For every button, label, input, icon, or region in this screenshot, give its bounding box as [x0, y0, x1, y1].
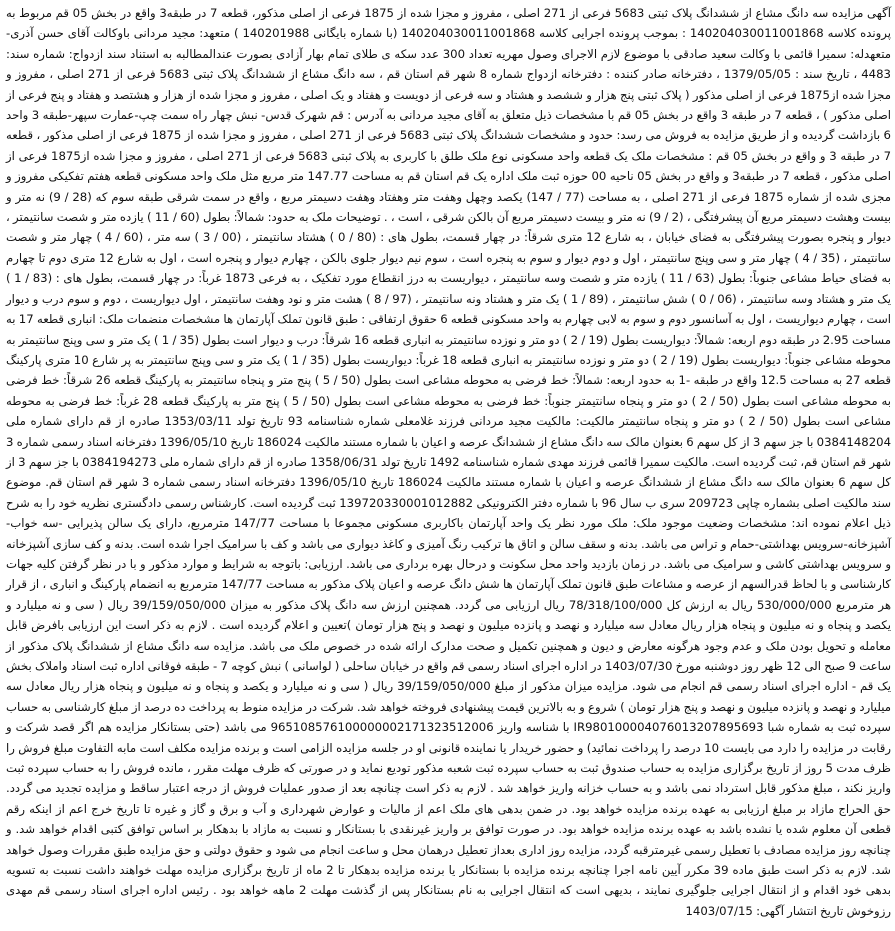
auction-notice-text: آگهی مزایده سه دانگ مشاع از ششدانگ پلاک ثبتی 5683 فرعی از 271 اصلی ، مفروز و مجزا شده از 1875 فرعی از اصلی مذکور، قطعه 7 در طبقه3 واقع در بخش 05 قم مربوط به پرونده کلاسه 140204030011001868 : بموجب پرونده اجرایی کلاسه 140204030011001868 (با شماره بایگانی 140201988 ) متعهد: مجید مردانی باوکالت آقای حسن آذری- متعهدله: سمیرا قائمی با وکالت سعید صادقی با موضوع لازم الاجرای وصول مهریه تعداد 300 عدد سکه ی طلای تمام بهار آزادی بصورت عندالمطالبه به استناد سند ازدواج: شماره سند: 4483 ، تاریخ سند : 1379/05/05 ، دفترخانه صادر کننده : دفترخانه ازدواج شماره 8 شهر قم استان قم ، سه دانگ مشاع از ششدانگ پلاک ثبتی 5683 فرعی از 271 اصلی ، مفروز و مجزا شده از1875 فرعی از اصلی مذکور ( پلاک ثبتی پنج هزار و ششصد و هشتاد و سه فرعی از دویست و هفتاد و یک اصلی ، مفروز و مجزا شده از هزار و هشتصد و هفتاد و پنج فرعی از اصلی مذکور ) ، قطعه 7 در طبقه 3 واقع در بخش 05 قم با مشخصات ذیل متعلق به آقای مجید مردانی به آدرس : قم شهرک قدس- نبش چهار راه سمت چپ-عمارت سپهر-طبقه 3 واحد 6 بازداشت گردیده و از طریق مزایده به فروش می رسد: حدود و مشخصات ششدانگ پلاک ثبتی 5683 فرعی از 271 اصلی ، مفروز و مجزا شده از 1875 فرعی از اصلی مذکور ، قطعه 7 در طبقه 3 و واقع در بخش 05 قم : مشخصات ملک یک قطعه واحد مسکونی نوع ملک طلق با کاربری به پلاک ثبتی 5683 فرعی از 271 اصلی ، مفروز و مجزا شده از1875 فرعی از اصلی مذکور ، قطعه 7 در طبقه3 و واقع در بخش 05 ناحیه 00 حوزه ثبت ملک اداره یک قم استان قم به مساحت 147.77 متر مربع مثل ملک واحد مسکونی قطعه هفتم تفکیکی مفروز و مجزی شده از شماره 1875 فرعی از 271 اصلی ، به مساحت (77 / 147) یکصد وچهل وهفت متر وهفتاد وهفت دسیمتر مربع ، واقع در سمت شرقی طبقه سوم که (28 / 9) نه متر و بیست وهشت دسیمتر مربع آن پیشرفتگی ، (2 / 9) نه متر و بیست دسیمتر مربع آن بالکن شرقی ، است ، . توضیحات ملک به حدود: شمالاً: بطول (60 / 11 ) یازده متر و شصت سانتیمتر ، دیوار و پنجره بصورت پیشرفتگی به فضای خیابان ، به شارع 12 متری شرقاً: در چهار قسمت، بطول های : (80 / 0 ) هشتاد سانتیمتر ، (00 / 3 ) سه متر ، (60 / 4 ) چهار متر و شصت سانتیمتر ، (35 / 4 ) چهار متر و سی وپنج سانتیمتر ، اول و دوم دیوار و سوم به پنجره است ، سوم نیم دیوار جلوی بالکن ، چهارم دیوار و پنجره است ، اول به شارع 12 متری دوم تا چهارم به فضای حیاط مشاعی جنوباً: بطول (63 / 11 ) یازده متر و شصت وسه سانتیمتر ، دیواریست به درز انقطاع مورد تفکیک ، به فرعی 1873 غرباً: در چهار قسمت، بطول های : (83 / 1 ) یک متر و هشتاد وسه سانتیمتر ، (06 / 0 ) شش سانتیمتر ، (89 / 1 ) یک متر و هشتاد ونه سانتیمتر ، (97 / 8 ) هشت متر و نود وهفت سانتیمتر ، اول دیواریست ، دوم و سوم درب و دیوار است ، چهارم دیواریست ، اول به آسانسور دوم و سوم به لابی چهارم به واحد مسکونی قطعه 6 حقوق ارتفاقی : طبق قانون تملک آپارتمان ها مشخصات منضمات ملک: انباری قطعه 17 به مساحت 2.95 در طبقه دوم اربعه: شمالاً: دیواریست بطول (19 / 2 ) دو متر و نوزده سانتیمتر به انباری قطعه 16 شرقاً: درب و دیوار است بطول (35 / 1 ) یک متر و سی وپنج سانتیمتر به محوطه مشاعی جنوباً: دیواریست بطول (19 / 2 ) دو متر و نوزده سانتیمتر به انباری قطعه 18 غرباً: دیواریست بطول (35 / 1 ) یک متر و سی وپنج سانتیمتر به پر شارع 10 متری پارکینگ قطعه 27 به مساحت 12.5 واقع در طبقه -1 به حدود اربعه: شمالاً: خط فرضی به محوطه مشاعی است بطول (50 / 5 ) پنج متر و پنجاه سانتیمتر به پارکینگ قطعه 26 شرقاً: خط فرضی به محوطه مشاعی است بطول (50 / 2 ) دو متر و پنجاه سانتیمتر جنوباً: خط فرضی به محوطه مشاعی است بطول (50 / 5 ) پنج متر به پارکینگ قطعه 28 غرباً: خط فرضی به محوطه مشاعی است بطول (50 / 2 ) دو متر و پنجاه سانتیمتر مالکیت: مالکیت مجید مردانی فرزند غلامعلی شماره شناسنامه 93 تاریخ تولد 1353/03/11 صادره از قم دارای شماره ملی 0384148204 با جز سهم 3 از کل سهم 6 بعنوان مالک سه دانگ مشاع از ششدانگ عرصه و اعیان با شماره مستند مالکیت 186024 تاریخ 1396/05/10 دفترخانه اسناد رسمی شماره 3 شهر قم استان قم، ثبت گردیده است. مالکیت سمیرا قائمی فرزند مهدی شماره شناسنامه 1492 تاریخ تولد 1358/06/31 صادره از قم دارای شماره ملی 0384194273 با جز سهم 3 از کل سهم 6 بعنوان مالک سه دانگ مشاع از ششدانگ عرصه و اعیان با شماره مستند مالکیت 186024 تاریخ 1396/05/10 دفترخانه اسناد رسمی شماره 3 شهر قم استان قم. موضوع سند مالکیت اصلی بشماره چاپی 209723 سری ب سال 96 با شماره دفتر الکترونیکی 139720330001012882 ثبت گردیده است. کارشناس رسمی دادگستری نظریه خود را به شرح ذیل اعلام نموده اند: مشخصات وضعیت موجود ملک: ملک مورد نظر یک واحد آپارتمان باکاربری مسکونی مجموعا با مساحت 147/77 مترمربع، دارای یک سالن پذیرایی -سه خواب-آشپزخانه-سرویس بهداشتی-حمام و تراس می باشد. بدنه و سقف سالن و اتاق ها ترکیب رنگ آمیزی و کاغذ دیواری می باشد و کف با سرامیک اجرا شده است. بدنه و کف سازی آشپزخانه و سرویس بهداشتی کاشی و سرامیک می باشد. در زمان بازدید واحد محل سکونت و درحال بهره برداری می باشد. ارزیابی: باتوجه به شرایط و موارد مذکور و با در نظر گرفتن کلیه جهات کارشناسی و با لحاظ قدرالسهم از عرصه و مشاعات طبق قانون تملک آپارتمان ها شش دانگ عرصه و اعیان پلاک مذکور به مساحت 147/77 مترمربع به انضمام پارکینگ و انباری ، از قرار هر مترمربع 530/000/000 ریال به ارزش کل 78/318/100/000 ریال ارزیابی می گردد. همچنین ارزش سه دانگ پلاک مذکور به میزان 39/159/050/000 ریال ( سی و نه میلیارد و یکصد و پنجاه و نه میلیون و پنجاه هزار ریال معادل سه میلیارد و نهصد و پانزده میلیون و نهصد و پنج هزار تومان )تعیین و اعلام گردیده است . لازم به ذکر است این ارزیابی بافرض قابل معامله و تحویل بودن ملک و عدم وجود هرگونه معارض و دیون و همچنین تکمیل و صحت مدارک ارائه شده در خصوص ملک می باشد. مزایده سه دانگ مشاع از ششدانگ پلاک مذکور از ساعت 9 صبح الی 12 ظهر روز دوشنبه مورخ 1403/07/30 در اداره اجرای اسناد رسمی قم واقع در خیابان ساحلی ( لواسانی ) نبش کوچه 7 - طبقه فوقانی اداره ثبت اسناد واملاک بخش یک قم - اداره اجرای اسناد رسمی قم انجام می شود. مزایده میزان مذکور از مبلغ 39/159/050/000 ریال ( سی و نه میلیارد و یکصد و پنجاه و نه میلیون و پنجاه هزار ریال معادل سه میلیارد و نهصد و پانزده میلیون و نهصد و پنج هزار تومان ) شروع و به بالاترین قیمت پیشنهادی فروخته خواهد شد. شرکت در مزایده منوط به پرداخت ده درصد از مبلغ کارشناسی به حساب سپرده ثبت به شماره شبا IR980100004076013207895693 با شناسه واریز 965108576100000002171323512006 می باشد (حتی بستانکار مزایده هم اگر قصد شرکت و رقابت در مزایده را دارد می بایست 10 درصد را پرداخت نمائید) و حضور خریدار یا نماینده قانونی او در جلسه مزایده الزامی است و برنده مزایده مکلف است مابه التفاوت مبلغ فروش را ظرف مدت 5 روز از تاریخ برگزاری مزایده به حساب صندوق ثبت به حساب سپرده ثبت شعبه مذکور تودیع نماید و در صورتی که ظرف مهلت مقرر ، مانده فروش را به حساب سپرده ثبت واریز نکند ، مبلغ مذکور قابل استرداد نمی باشد و به حساب خزانه واریز خواهد شد . لازم به ذکر است چنانچه بعد از صدور عملیات فروش از درجه اعتبار ساقط و مزایده تجدید می گردد. حق الحراج مازاد بر مبلغ ارزیابی به عهده برنده مزایده خواهد بود. در ضمن بدهی های ملک اعم از مالیات و عوارض شهرداری و آب و برق و گاز و غیره تا تاریخ خرج اعم از اینکه رقم قطعی آن معلوم شده یا نشده باشد به عهده برنده مزایده خواهد بود. در صورت توافق بر واریز غیرنقدی با بستانکار و نسبت به مازاد با بدهکار بر اساس توافق کتبی اقدام خواهد شد. و چنانچه روز مزایده مصادف با تعطیل رسمی غیرمترقبه گردد، مزایده روز اداری بعداز تعطیل درهمان محل و ساعت انجام می شود و حقوق دولتی و حق مزایده طبق مقررات وصول خواهد شد. لازم به ذکر است طبق ماده 39 مکرر آیین نامه اجرا چنانچه برنده مزایده با بستانکار یا برنده مزایده بدهکار تا 2 ماه از تاریخ برگزاری مزایده مهلت خواهند داشت نسبت به تسویه بدهی خود اقدام و از انتقال اجرایی جلوگیری نمایند ، بدیهی است که انتقال اجرایی به نام بستانکار پس از گذشت مهلت 2 ماهه خواهد بود . رئیس اداره اجرای اسناد رسمی قم مهدی رزوخوش تاریخ انتشار آگهی: 1403/07/15: [6, 6, 892, 918]
